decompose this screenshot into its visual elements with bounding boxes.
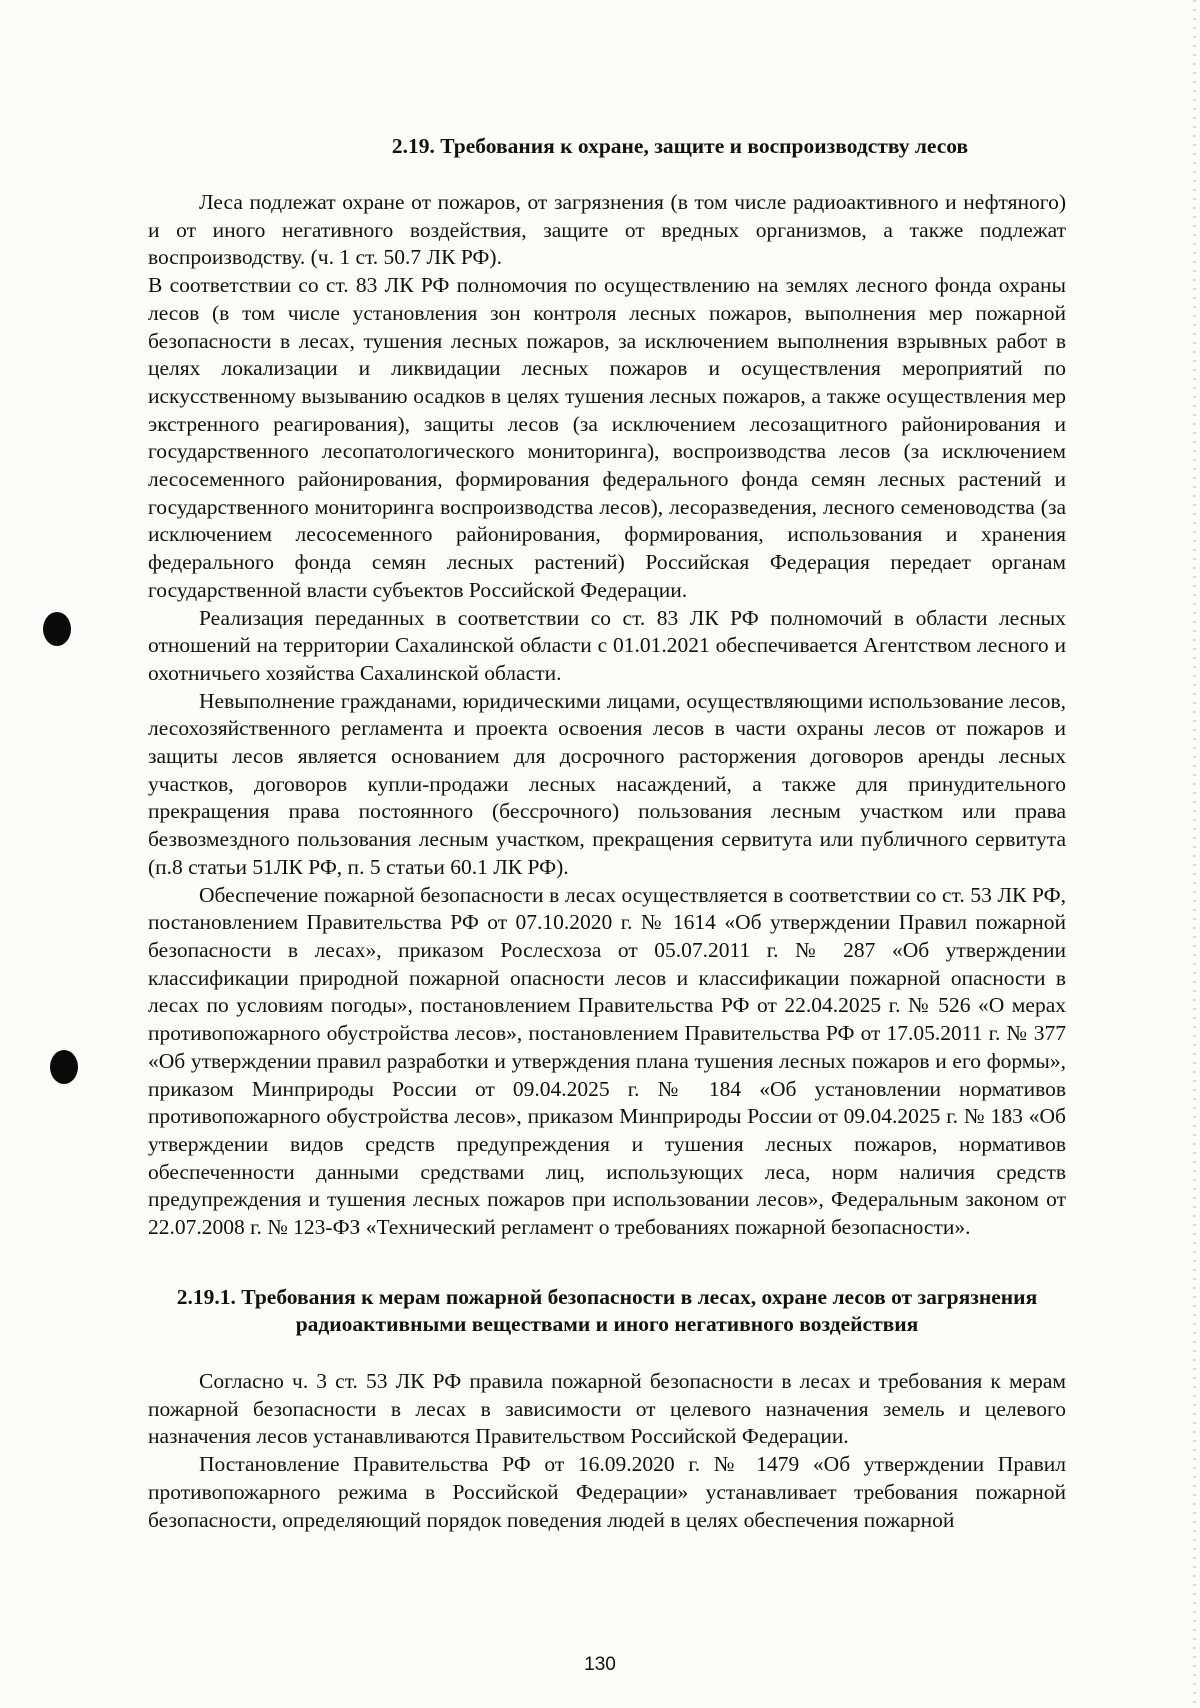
subsection-body	[148, 1368, 1066, 1534]
section-heading: 2.19. Требования к охране, защите и воспроизводству лесов	[391, 134, 969, 158]
subsection-heading: 2.19.1. Требования к мерам пожарной безопасности в лесах, охране лесов от загрязнения радиоактивными веществами и иного негативного воздействия	[176, 1285, 1038, 1336]
paragraph: Реализация переданных в соответствии со ст. 83 ЛК РФ полномочий в области лесных отношений на территории Сахалинской области с 01.01.2021 обеспечивается Агентством лесного и охотничьего хозяйства Сахалинской области.	[148, 605, 1066, 685]
punch-hole-mark	[43, 612, 71, 646]
paragraph: Постановление Правительства РФ от 16.09.2020 г. № 1479 «Об утверждении Правил противопожарного режима в Российской Федерации» устанавливает требования пожарной безопасности, определяющий порядок поведения людей в целях обеспечения пожарной	[148, 1452, 1066, 1532]
paragraph: Невыполнение гражданами, юридическими лицами, осуществляющими использование лесов, лесохозяйственного регламента и проекта освоения лесов в части охраны лесов от пожаров и защиты лесов является основанием для досрочного расторжения договоров аренды лесных участков, договоров купли-продажи лесных насаждений, а также для принудительного прекращения права постоянного (бессрочного) пользования лесным участком или права безвозмездного пользования лесным участком, прекращения сервитута или публичного сервитута (п.8 статьи 51ЛК РФ, п. 5 статьи 60.1 ЛК РФ).	[148, 688, 1066, 879]
paragraph: Обеспечение пожарной безопасности в лесах осуществляется в соответствии со ст. 53 ЛК РФ, постановлением Правительства РФ от 07.10.2020 г. № 1614 «Об утверждении Правил пожарной безопасности в лесах», приказом Рослесхоза от 05.07.2011 г. № 287 «Об утверждении классификации природной пожарной опасности лесов и классификации пожарной опасности в лесах по условиям погоды», постановлением Правительства РФ от 22.04.2025 г. № 526 «О мерах противопожарного обустройства лесов», постановлением Правительства РФ от 17.05.2011 г. № 377 «Об утверждении правил разработки и утверждения плана тушения лесных пожаров и его формы», приказом Минприроды России от 09.04.2025 г. № 184 «Об установлении нормативов противопожарного обустройства лесов», приказом Минприроды России от 09.04.2025 г. № 183 «Об утверждении видов средств предупреждения и тушения лесных пожаров, нормативов обеспеченности данными средствами лиц, использующих леса, норм наличия средств предупреждения и тушения лесных пожаров при использовании лесов», Федеральным законом от 22.07.2008 г. № 123-ФЗ «Технический регламент о требованиях пожарной безопасности».	[148, 882, 1066, 1240]
paragraph: Согласно ч. 3 ст. 53 ЛК РФ правила пожарной безопасности в лесах и требования к мерам пожарной безопасности в лесах в зависимости от целевого назначения земель и целевого назначения лесов устанавливаются Правительством Российской Федерации.	[148, 1369, 1066, 1449]
paragraph: В соответствии со ст. 83 ЛК РФ полномочия по осуществлению на землях лесного фонда охраны лесов (в том числе установления зон контроля лесных пожаров, выполнения мер пожарной безопасности в лесах, тушения лесных пожаров, за исключением выполнения взрывных работ в целях локализации и ликвидации лесных пожаров и осуществления мероприятий по искусственному вызыванию осадков в целях тушения лесных пожаров, а также осуществления мер экстренного реагирования), защиты лесов (за исключением лесозащитного районирования и государственного лесопатологического мониторинга), воспроизводства лесов (за исключением лесосеменного районирования, формирования федерального фонда семян лесных растений и государственного мониторинга воспроизводства лесов), лесоразведения, лесного семеноводства (за исключением лесосеменного районирования, формирования, использования и хранения федерального фонда семян лесных растений) Российская Федерация передает органам государственной власти субъектов Российской Федерации.	[148, 273, 1066, 602]
scan-edge-artifact	[1193, 0, 1196, 1708]
section-body	[148, 189, 1066, 1242]
page-number: 130	[584, 1654, 616, 1675]
punch-hole-mark	[50, 1050, 78, 1084]
paragraph: Леса подлежат охране от пожаров, от загрязнения (в том числе радиоактивного и нефтяного) и от иного негативного воздействия, защите от вредных организмов, а также подлежат воспроизводству. (ч. 1 ст. 50.7 ЛК РФ).	[148, 190, 1066, 270]
